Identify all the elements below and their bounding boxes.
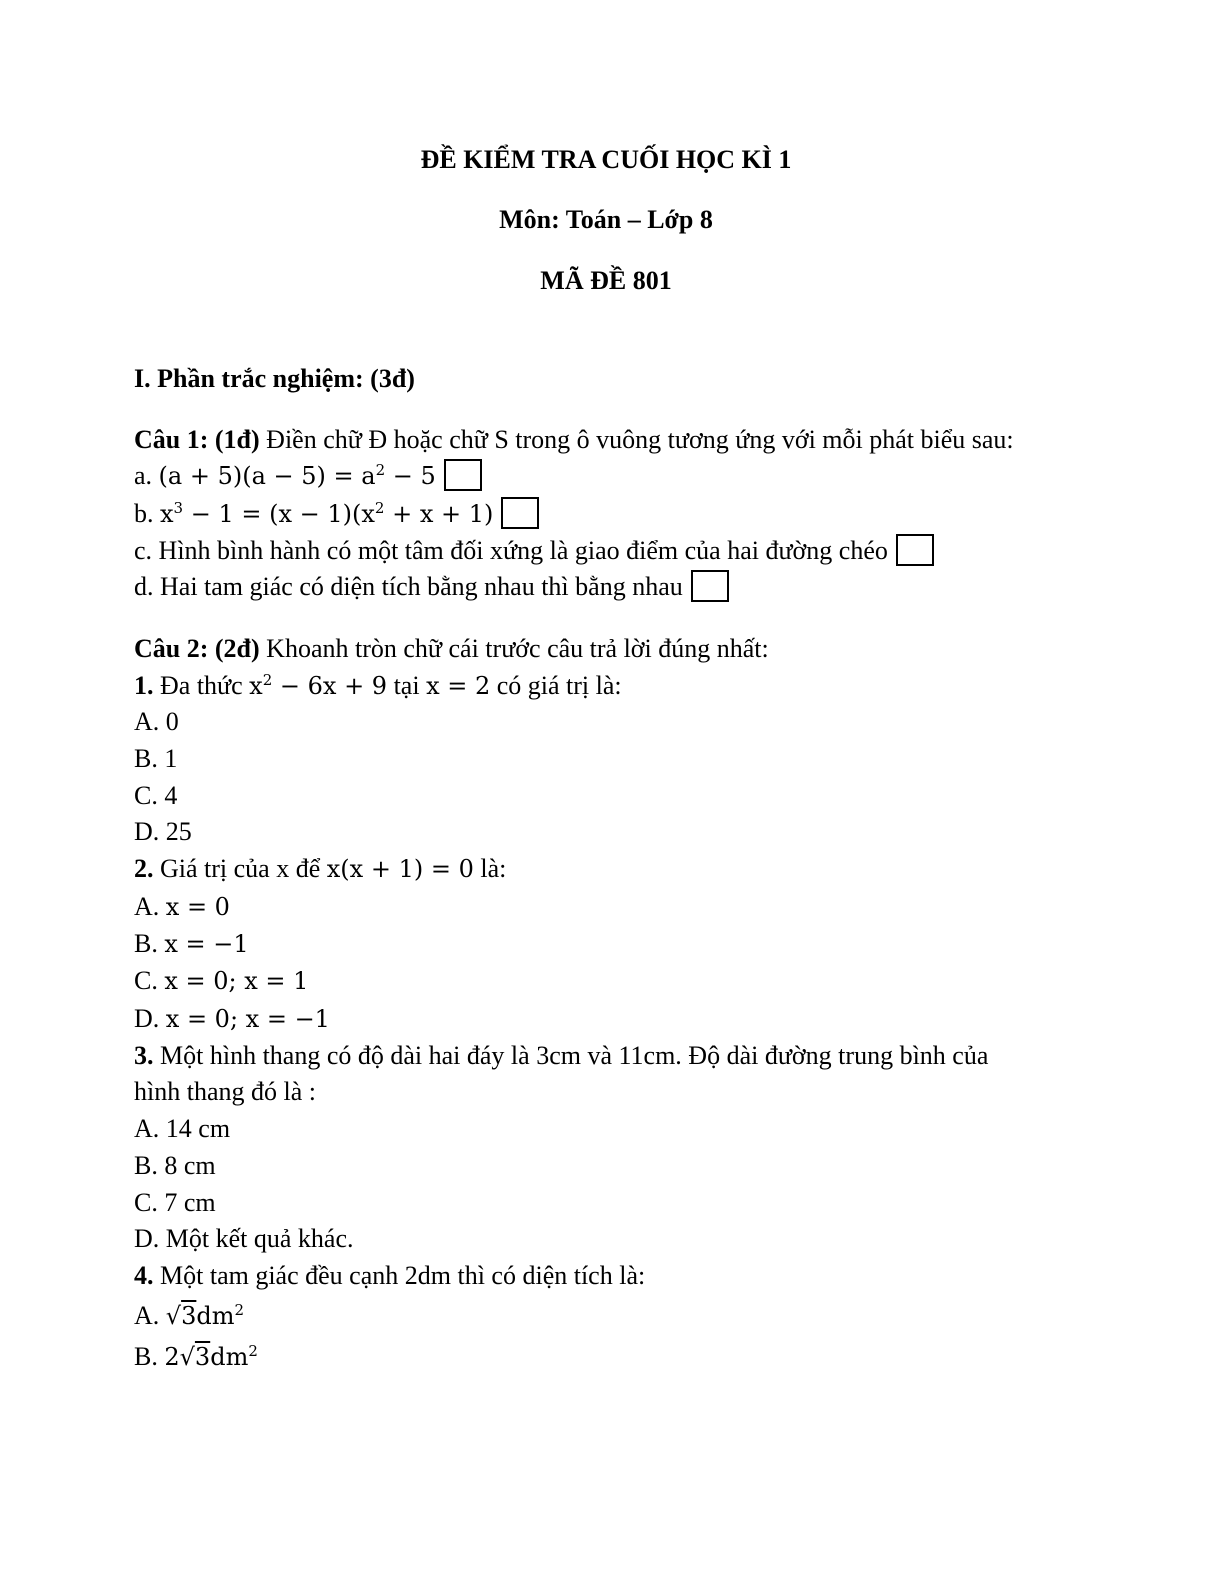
problem-4-option-a[interactable] [134,1299,244,1333]
problem-3-option-c[interactable]: C. 7 cm [134,1188,216,1217]
option-letter: C. [134,966,165,995]
problem-1-option-d[interactable]: D. 25 [134,817,192,846]
problem-4-number: 4. [134,1261,154,1290]
option-math [164,1343,258,1371]
problem-1-option-b[interactable]: B. 1 [134,744,178,773]
statement-d [134,570,729,605]
statement-a-sup: 2 [375,461,386,479]
statement-b-math [160,500,493,528]
problem-2-math: x(x + 1) = 0 [326,855,474,883]
problem-3 [134,1039,988,1073]
option-math: x = 0; x = 1 [164,967,309,995]
problem-1-text-before: Đa thức [153,671,250,700]
answer-box-c[interactable] [896,534,934,566]
question-2-label: Câu 2: (2đ) [134,634,260,663]
problem-4-text: Một tam giác đều cạnh 2dm thì có diện tích là: [153,1261,646,1290]
radicand: 3 [194,1343,211,1371]
question-2-prompt [134,632,769,666]
problem-1-option-c[interactable]: C. 4 [134,781,178,810]
problem-2-text-before: Giá trị của x để [153,854,327,883]
problem-2-text-after: là: [473,854,507,883]
statement-b-math-main: x [160,500,174,528]
statement-b-tail: − 1 = (x − 1)(x [183,500,375,528]
problem-4 [134,1259,645,1293]
problem-1-text-mid: tại [387,671,427,700]
option-math [166,1302,244,1330]
problem-1 [134,669,622,703]
question-1-text: Điền chữ Đ hoặc chữ S trong ô vuông tương ứng với mỗi phát biểu sau: [259,425,1014,454]
option-letter: B. [134,929,165,958]
statement-a-math-main: (a + 5)(a − 5) = a [158,462,376,490]
exam-subject: Môn: Toán – Lớp 8 [499,205,713,234]
problem-3-option-b[interactable]: B. 8 cm [134,1151,216,1180]
answer-box-b[interactable] [501,497,539,529]
sqrt-symbol: √3 [165,1302,197,1330]
option-letter: A. [134,1301,166,1330]
coefficient: 2 [164,1343,180,1371]
problem-1-number: 1. [134,671,154,700]
option-letter: D. [134,1004,166,1033]
exam-title: ĐỀ KIỂM TRA CUỐI HỌC KÌ 1 [420,145,792,174]
problem-1-option-a[interactable]: A. 0 [134,707,179,736]
exam-code: MÃ ĐỀ 801 [540,266,672,295]
unit: dm [210,1343,249,1371]
section-heading: I. Phần trắc nghiệm: (3đ) [134,364,415,393]
problem-2-option-a[interactable] [134,890,230,924]
question-2-text: Khoanh tròn chữ cái trước câu trả lời đúng nhất: [259,634,769,663]
problem-1-math3: x = 2 [426,672,491,700]
option-math: x = −1 [164,930,249,958]
problem-2-option-c[interactable] [134,964,308,998]
statement-a-math [159,462,436,490]
problem-2-number: 2. [134,854,154,883]
statement-b [134,497,539,532]
statement-b-tail2: + x + 1) [384,500,494,528]
problem-1-math1: x [249,672,263,700]
statement-a [134,459,482,494]
problem-3-text-continued: hình thang đó là : [134,1077,316,1106]
problem-4-option-b[interactable] [134,1340,258,1374]
statement-a-prefix: a. [134,461,159,490]
problem-3-option-d[interactable]: D. Một kết quả khác. [134,1224,354,1253]
unit-exponent: 2 [234,1301,245,1319]
statement-a-tail: − 5 [385,462,436,490]
statement-b-sup2: 2 [374,499,385,517]
answer-box-d[interactable] [691,570,729,602]
problem-3-option-a[interactable]: A. 14 cm [134,1114,231,1143]
problem-1-sup: 2 [262,671,273,689]
sqrt-symbol: √3 [179,1343,211,1371]
statement-d-text: d. Hai tam giác có diện tích bằng nhau thì bằng nhau [134,572,683,601]
answer-box-a[interactable] [444,459,482,491]
radicand: 3 [181,1302,197,1330]
unit: dm [196,1302,235,1330]
problem-3-text: Một hình thang có độ dài hai đáy là 3cm và 11cm. Độ dài đường trung bình của [153,1041,989,1070]
problem-1-polynomial [249,672,387,700]
option-letter: B. [134,1342,165,1371]
problem-3-number: 3. [134,1041,154,1070]
problem-2 [134,852,506,886]
unit-exponent: 2 [248,1342,258,1360]
problem-2-option-b[interactable] [134,927,249,961]
option-math: x = 0 [165,893,230,921]
statement-c-text: c. Hình bình hành có một tâm đối xứng là giao điểm của hai đường chéo [134,536,888,565]
statement-c [134,534,934,569]
question-1-prompt [134,423,1014,457]
problem-1-text-after: có giá trị là: [490,671,622,700]
question-1-label: Câu 1: (1đ) [134,425,260,454]
option-math: x = 0; x = −1 [165,1005,330,1033]
problem-2-option-d[interactable] [134,1002,330,1036]
statement-b-sup: 3 [173,499,184,517]
statement-b-prefix: b. [134,499,160,528]
option-letter: A. [134,892,166,921]
problem-1-math2: − 6x + 9 [272,672,388,700]
